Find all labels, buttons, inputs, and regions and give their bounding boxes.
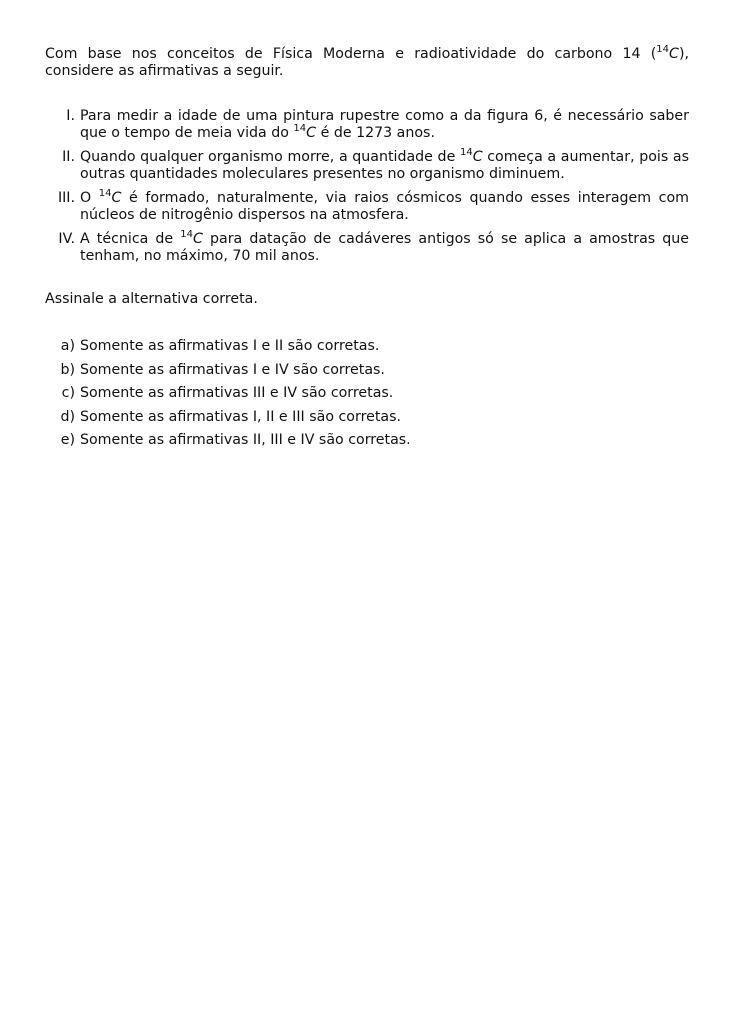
option-letter: d) bbox=[60, 408, 75, 425]
statement-number: IV. bbox=[58, 231, 75, 247]
superscript: 14 bbox=[656, 44, 670, 55]
instruction: Assinale a alternativa correta. bbox=[45, 291, 258, 307]
statement-text bbox=[80, 108, 689, 142]
question-intro bbox=[45, 46, 689, 80]
option-letter: b) bbox=[60, 361, 75, 378]
text: para datação de cadáveres antigos só se aplica a amostras que tenham, no máximo, 70 mil anos. bbox=[80, 231, 689, 264]
text: começa a aumentar, pois as outras quantidades moleculares presentes no organismo diminuem. bbox=[80, 149, 689, 182]
statement-text bbox=[80, 149, 689, 183]
option-text: Somente as afirmativas II, III e IV são corretas. bbox=[80, 432, 411, 448]
superscript: 14 bbox=[293, 123, 307, 134]
option-text: Somente as afirmativas I e II são corretas. bbox=[80, 338, 380, 354]
statement bbox=[45, 231, 689, 265]
statement-number: III. bbox=[57, 190, 75, 206]
carbon-symbol: C bbox=[192, 231, 203, 247]
superscript: 14 bbox=[180, 229, 193, 240]
option-e[interactable] bbox=[45, 432, 411, 456]
option-a[interactable] bbox=[45, 338, 411, 362]
text: é formado, naturalmente, via raios cósmicos quando esses interagem com núcleos de nitrogênio dispersos na atmosfera. bbox=[80, 190, 689, 223]
option-letter: c) bbox=[61, 385, 75, 401]
statement-number: II. bbox=[62, 149, 75, 165]
statement-list bbox=[45, 108, 689, 272]
carbon-symbol: C bbox=[472, 149, 483, 165]
intro-text: Com base nos conceitos de Física Moderna e radioatividade do carbono 14 ( bbox=[45, 46, 657, 62]
option-text: Somente as afirmativas I e IV são corretas. bbox=[80, 361, 385, 378]
option-d[interactable] bbox=[45, 409, 411, 433]
carbon-symbol: C bbox=[669, 46, 679, 62]
answer-options bbox=[45, 338, 411, 456]
statement bbox=[45, 108, 689, 142]
option-b[interactable] bbox=[45, 362, 411, 386]
option-text: Somente as afirmativas III e IV são corretas. bbox=[80, 385, 394, 401]
statement bbox=[45, 149, 689, 183]
text: A técnica de bbox=[80, 231, 181, 247]
superscript: 14 bbox=[98, 188, 112, 199]
statement bbox=[45, 190, 689, 224]
intro-text-end: ), considere as afirmativas a seguir. bbox=[45, 46, 689, 79]
statement-text bbox=[80, 190, 689, 224]
text: Para medir a idade de uma pintura rupestre como a da figura 6, é necessário saber que o tempo de meia vida do bbox=[80, 108, 689, 141]
carbon-symbol: C bbox=[306, 125, 317, 141]
text: O bbox=[80, 190, 99, 206]
option-text: Somente as afirmativas I, II e III são corretas. bbox=[80, 408, 401, 425]
carbon-symbol: C bbox=[111, 190, 122, 206]
text: Quando qualquer organismo morre, a quantidade de bbox=[80, 149, 460, 165]
option-letter: e) bbox=[60, 432, 75, 448]
statement-number: I. bbox=[66, 108, 75, 124]
option-c[interactable] bbox=[45, 385, 411, 409]
text: é de 1273 anos. bbox=[316, 125, 435, 141]
option-letter: a) bbox=[60, 338, 75, 354]
statement-text bbox=[80, 231, 689, 265]
superscript: 14 bbox=[459, 147, 473, 158]
